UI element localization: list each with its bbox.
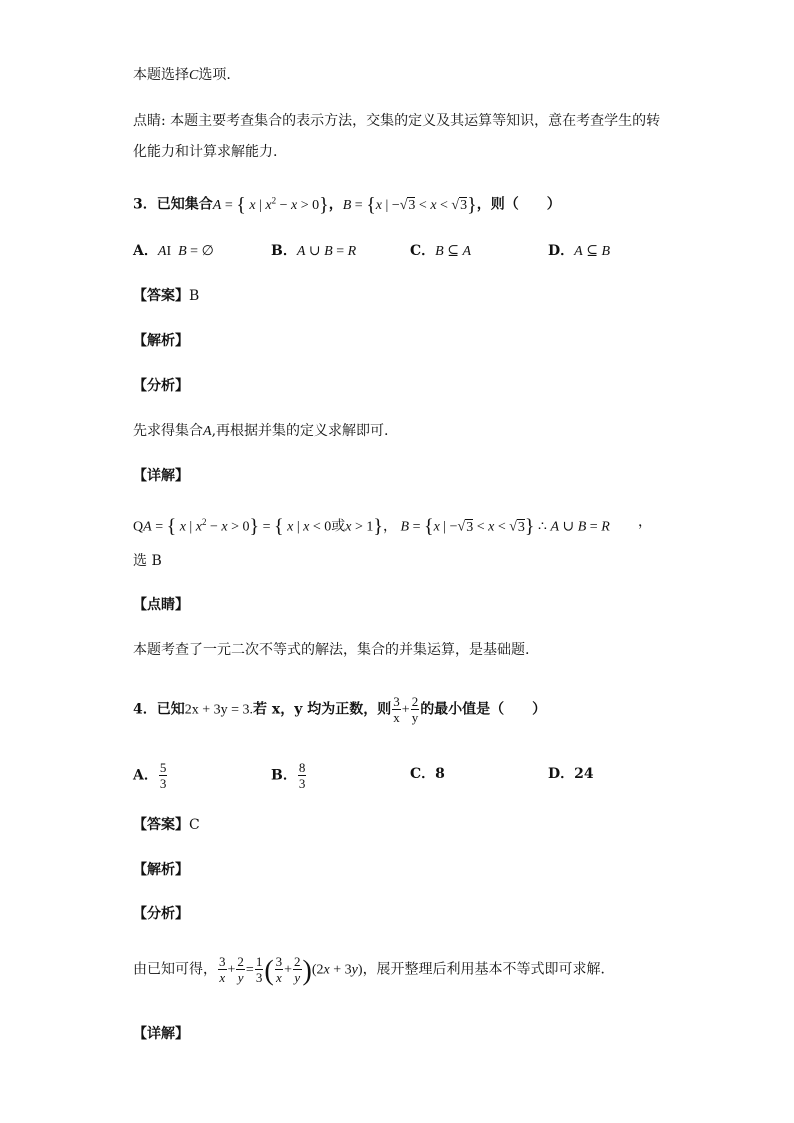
fraction-3-over-x: $\frac{3}{x}$ bbox=[393, 694, 400, 725]
text-line-3: 化能力和计算求解能力. bbox=[133, 144, 278, 160]
q4-xiangjie-heading: 【详解】 bbox=[133, 1026, 189, 1042]
q4-fenxi-text: 由已知可得， $\frac{3}{x}$ + $\frac{2}{y}$ = $\frac{1}{3}$ ( $\frac{3}{x}$ + $\frac{2}{y}$ )(2x + 3y)，展开整理后利用基本不等式即可求解． bbox=[133, 954, 615, 987]
q4-answer: 【答案】C bbox=[133, 817, 200, 833]
q3-choose: 选 B bbox=[133, 553, 162, 569]
question-3-stem: 3．已知集合A = { x | $x^2 - x > 0$}，B = {x | −√3 < x < √3}，则（ ） bbox=[133, 193, 561, 216]
q3-dianjing-text: 本题考查了一元二次不等式的解法，集合的并集运算，是基础题. bbox=[133, 642, 530, 658]
q3-option-a: A．AI B = ∅ bbox=[133, 243, 214, 259]
q3-fenxi-text: 先求得集合A,再根据并集的定义求解即可. bbox=[133, 423, 389, 439]
text-line-2: 点睛: 本题主要考查集合的表示方法，交集的定义及其运算等知识，意在考查学生的转 bbox=[133, 113, 661, 129]
question-4-stem: 4．已知2x + 3y = 3.若 x，y 均为正数，则 $\frac{3}{x}$ + $\frac{2}{y}$ 的最小值是（ ） bbox=[133, 694, 547, 725]
option-letter-c: C bbox=[189, 68, 199, 83]
q3-fenxi-heading: 【分析】 bbox=[133, 378, 189, 394]
q3-jiexi-heading: 【解析】 bbox=[133, 333, 189, 349]
set-a-expression: A = { x | $x^2 - x > 0$} bbox=[212, 193, 329, 216]
q3-option-b: B．A ∪ B = R bbox=[271, 243, 357, 259]
q3-detail-comma: ， bbox=[638, 514, 652, 530]
q3-dianjing-heading: 【点睛】 bbox=[133, 597, 189, 613]
fraction-2-over-y: $\frac{2}{y}$ bbox=[411, 694, 419, 725]
q4-option-c: C．8 bbox=[410, 766, 445, 782]
constraint-expression: 2x + 3y = 3. bbox=[184, 702, 254, 718]
q4-fenxi-heading: 【分析】 bbox=[133, 906, 189, 922]
q4-option-d: D．24 bbox=[548, 766, 594, 782]
q3-detail-math: QA = { x | $x^2 - x > 0$} = { x | x < 0或x > 1}， B = {x | −√3 < x < √3} ∴ A ∪ B = R bbox=[133, 515, 610, 538]
q3-xiangjie-heading: 【详解】 bbox=[133, 468, 189, 484]
q4-jiexi-heading: 【解析】 bbox=[133, 862, 189, 878]
q3-option-d: D．A ⊆ B bbox=[548, 243, 610, 259]
q4-option-a: A． $\frac{5}{3}$ bbox=[133, 760, 167, 791]
text-line-1: 本题选择C选项. bbox=[133, 67, 231, 83]
set-b-expression: B = {x | −√3 < x < √3} bbox=[342, 193, 477, 216]
q4-option-b: B． $\frac{8}{3}$ bbox=[271, 760, 306, 791]
q3-answer: 【答案】B bbox=[133, 288, 200, 304]
q3-option-c: C．B ⊆ A bbox=[410, 243, 472, 259]
